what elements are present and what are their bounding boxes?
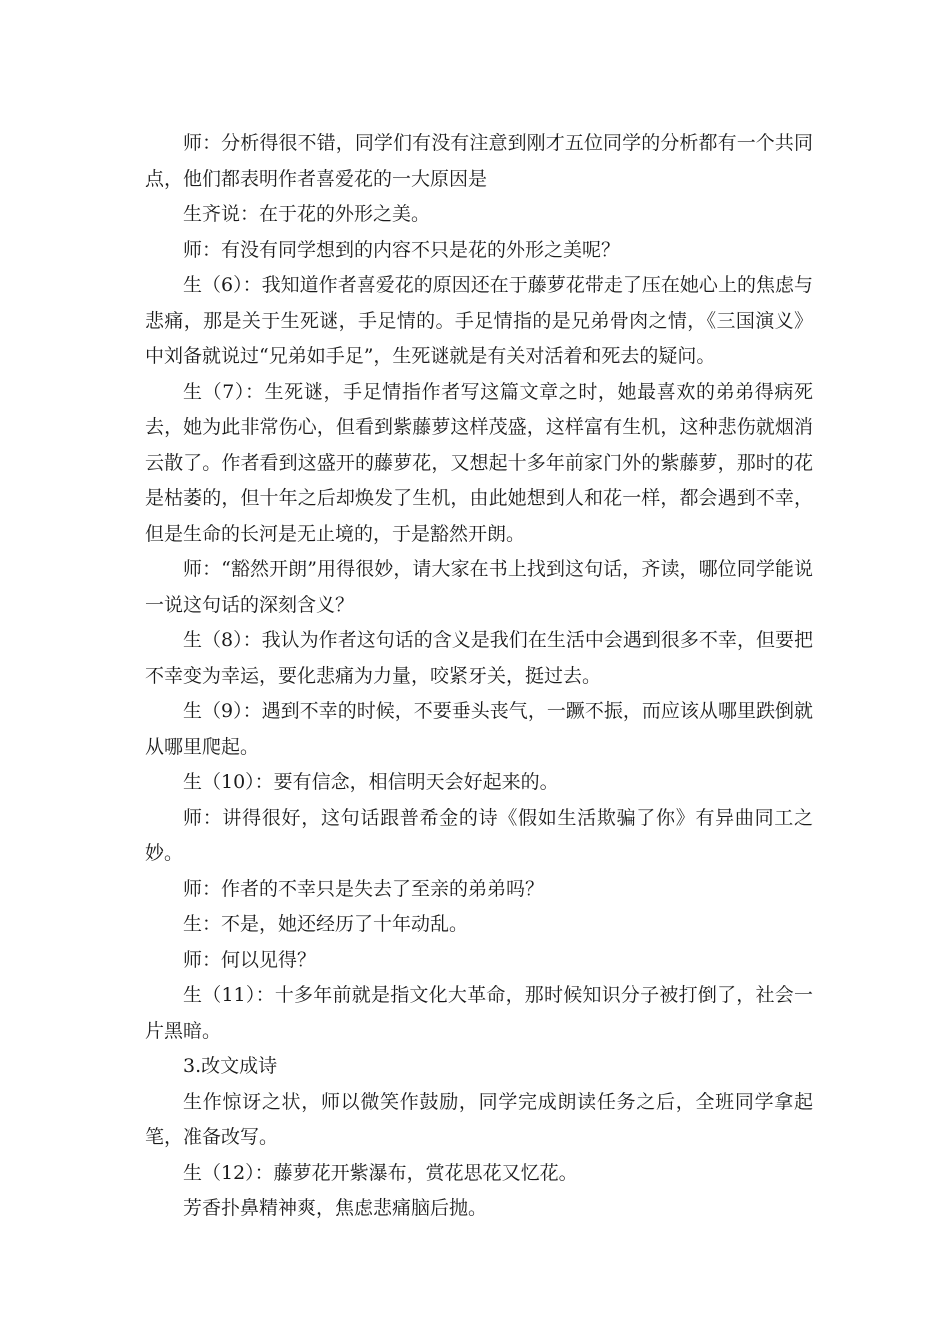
paragraph-student-9: 生（9）：遇到不幸的时候，不要垂头丧气，一蹶不振，而应该从哪里跌倒就从哪里爬起。 bbox=[145, 700, 813, 758]
section-heading: 3.改文成诗 bbox=[183, 1055, 278, 1077]
paragraph-teacher-pushkin: 师：讲得很好，这句话跟普希金的诗《假如生活欺骗了你》有异曲同工之妙。 bbox=[145, 806, 813, 864]
paragraph-poem-line-2: 芳香扑鼻精神爽，焦虑悲痛脑后抛。 bbox=[183, 1197, 488, 1219]
paragraph-student-12-poem: 生（12）：藤萝花开紫瀑布，赏花思花又忆花。 bbox=[183, 1161, 578, 1184]
paragraph-student-6: 生（6）：我知道作者喜爱花的原因还在于藤萝花带走了压在她心上的焦虑与悲痛，那是关于生死谜，手足情的。手足情指的是兄弟骨肉之情，《三国演义》中刘备就说过“兄弟如手足”，生死谜就是有关对活着和死去的疑问。 bbox=[145, 274, 813, 367]
paragraph-class-rewrite: 生作惊讶之状，师以微笑作鼓励，同学完成朗读任务之后，全班同学拿起笔，准备改写。 bbox=[145, 1090, 813, 1148]
paragraph-student-8: 生（8）：我认为作者这句话的含义是我们在生活中会遇到很多不幸，但要把不幸变为幸运，要化悲痛为力量，咬紧牙关，挺过去。 bbox=[145, 629, 813, 687]
paragraph-student-11: 生（11）：十多年前就是指文化大革命，那时候知识分子被打倒了，社会一片黑暗。 bbox=[145, 984, 813, 1042]
paragraph-teacher-misfortune: 师：作者的不幸只是失去了至亲的弟弟吗？ bbox=[183, 877, 545, 900]
paragraph-student-reply: 生：不是，她还经历了十年动乱。 bbox=[183, 913, 469, 935]
document-page bbox=[145, 126, 813, 1227]
paragraph-student-10: 生（10）：要有信念，相信明天会好起来的。 bbox=[183, 771, 559, 793]
paragraph-teacher-evidence: 师：何以见得？ bbox=[183, 948, 317, 971]
paragraph-teacher-huoran: 师：“豁然开朗”用得很妙，请大家在书上找到这句话，齐读，哪位同学能说一说这句话的深刻含义？ bbox=[145, 558, 813, 616]
paragraph-teacher-question: 师：有没有同学想到的内容不只是花的外形之美呢？ bbox=[183, 238, 621, 261]
paragraph-student-7: 生（7）：生死谜，手足情指作者写这篇文章之时，她最喜欢的弟弟得病死去，她为此非常伤心，但看到紫藤萝这样茂盛，这样富有生机，这种悲伤就烟消云散了。作者看到这盛开的藤萝花，又想起十多年前家门外的紫藤萝，那时的花是枯萎的，但十年之后却焕发了生机，由此她想到人和花一样，都会遇到不幸，但是生命的长河是无止境的，于是豁然开朗。 bbox=[145, 380, 813, 545]
paragraph-students-chorus: 生齐说：在于花的外形之美。 bbox=[183, 203, 431, 225]
paragraph-teacher-analysis: 师：分析得很不错，同学们有没有注意到刚才五位同学的分析都有一个共同点，他们都表明作者喜爱花的一大原因是 bbox=[145, 132, 813, 190]
